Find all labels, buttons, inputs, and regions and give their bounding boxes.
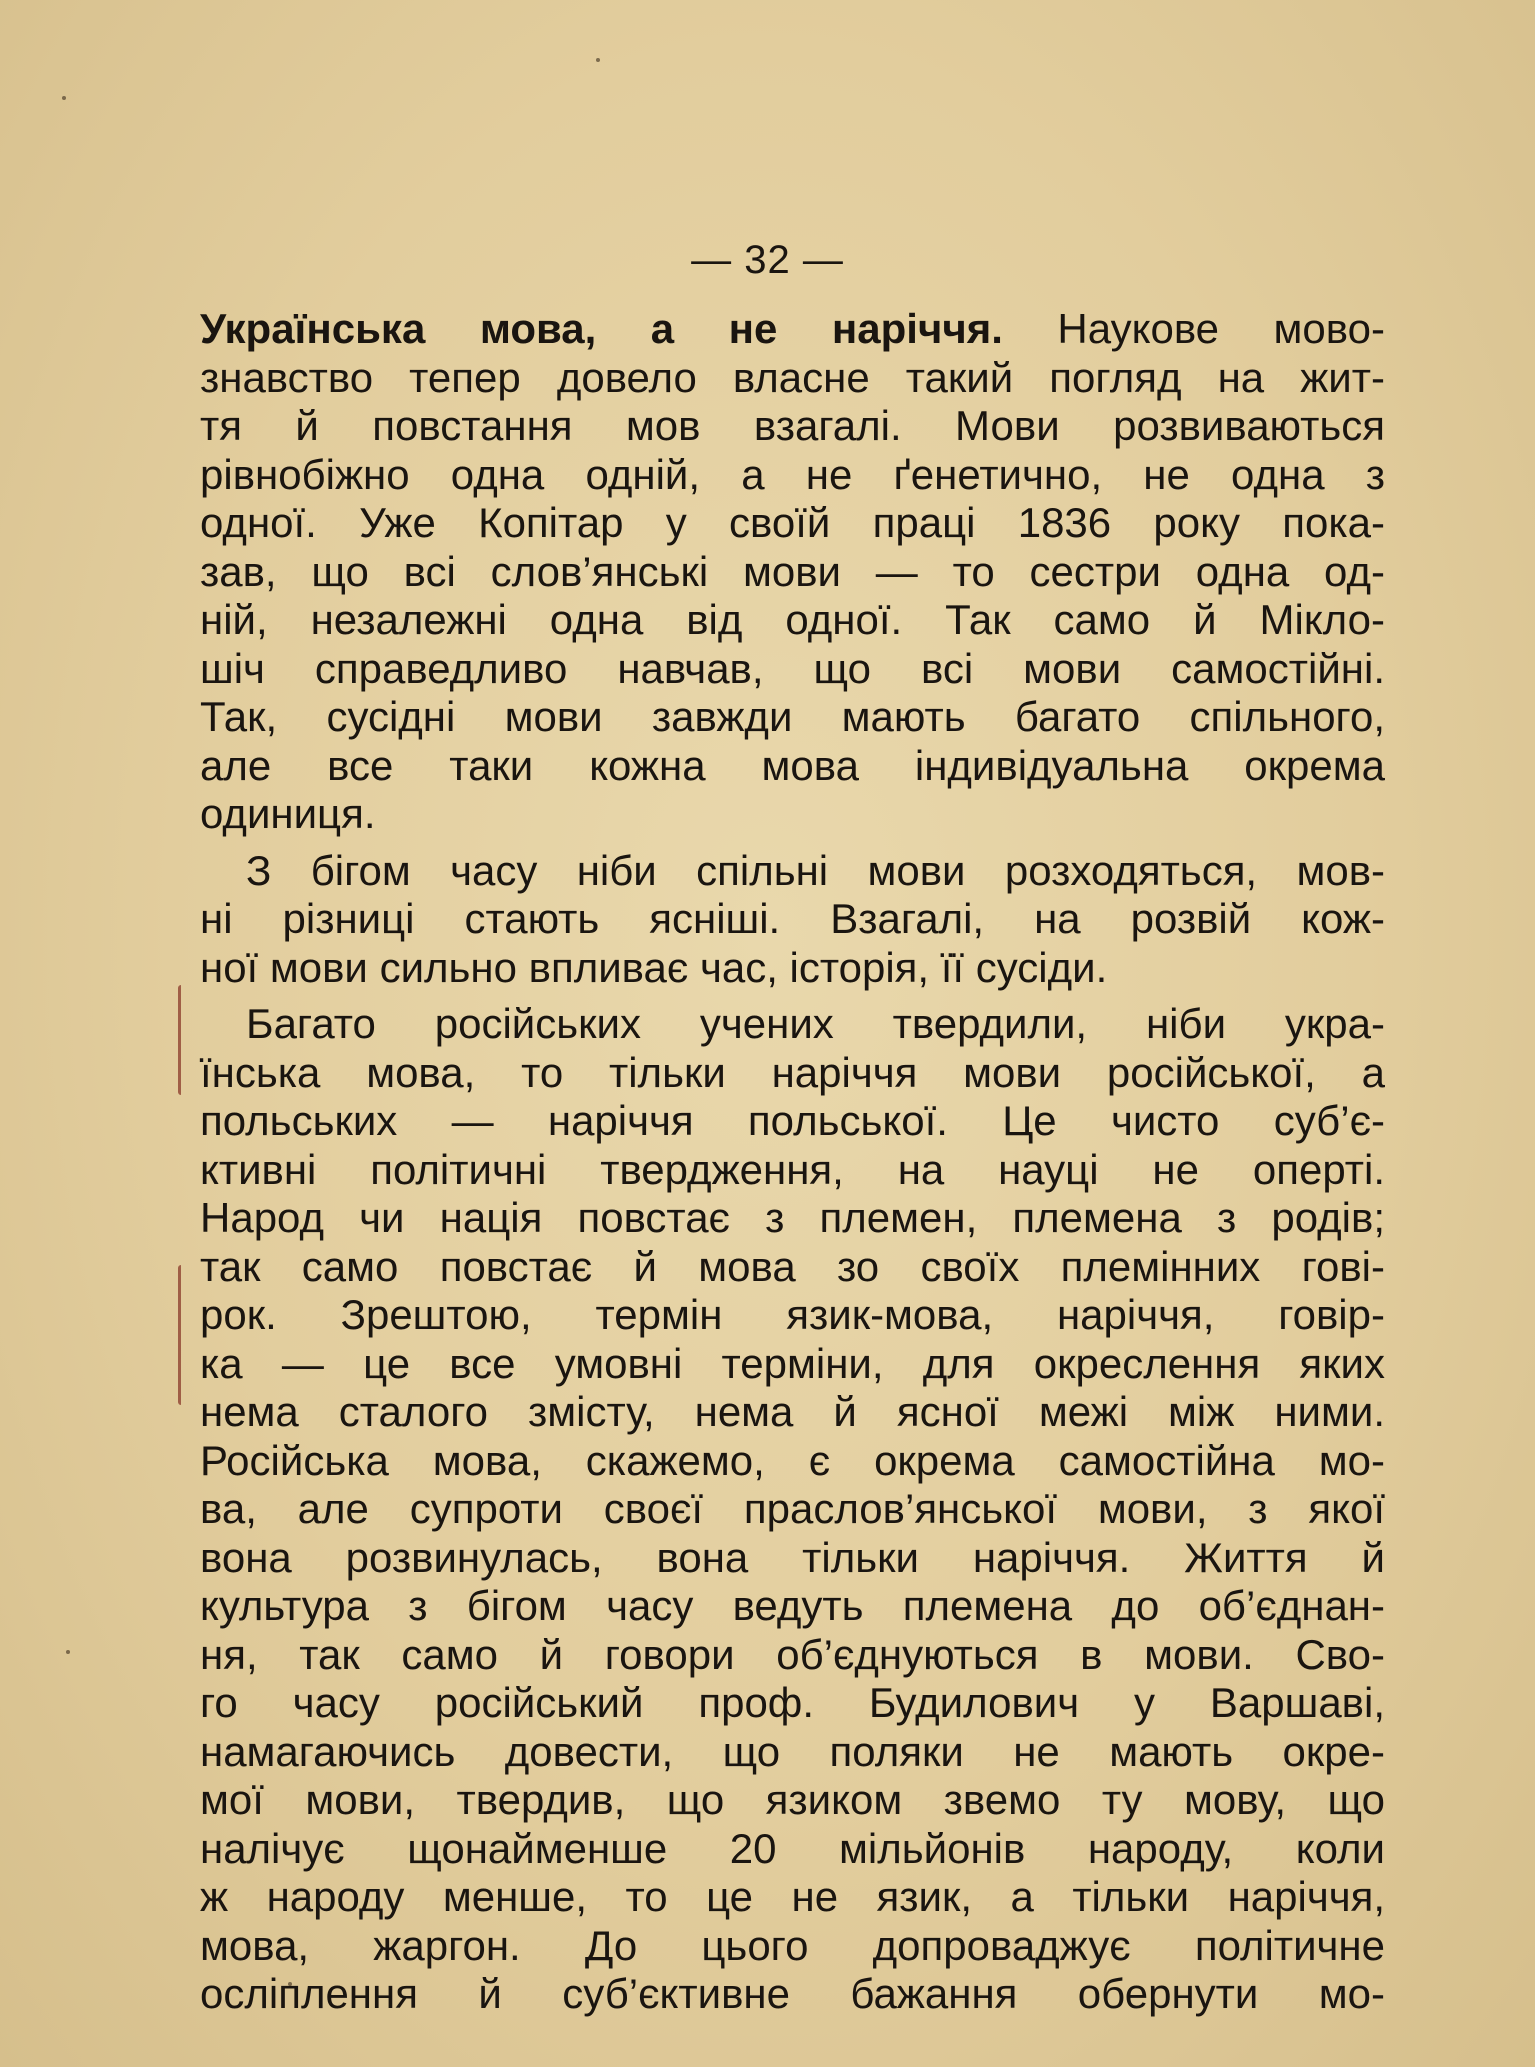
paper-speck xyxy=(66,1650,70,1654)
text-line: їнська мова, то тільки наріччя мови російської, а xyxy=(200,1048,1385,1096)
text-line: З бігом часу ніби спільні мови розходяться, мов- xyxy=(246,846,1385,894)
text-line: мої мови, твердив, що язиком звемо ту мову, що xyxy=(200,1776,1385,1823)
text-line: рок. Зрештою, термін язик-мова, наріччя, говір- xyxy=(200,1291,1385,1338)
text-line: Народ чи нація повстає з племен, племена з родів; xyxy=(200,1194,1385,1241)
text-line: так само повстає й мова зо своїх племінних гові- xyxy=(200,1242,1385,1290)
body-text xyxy=(200,305,1385,2019)
text-line: ня, так само й говори об’єднуються в мови. Сво- xyxy=(200,1630,1385,1678)
paper-speck xyxy=(596,58,600,62)
text-line: го часу російський проф. Будилович у Варшаві, xyxy=(200,1679,1385,1726)
text-line: Українська мова, а не наріччя. Наукове мово- xyxy=(200,305,1385,352)
text-line: ні різниці стають ясніші. Взагалі, на розвій кож- xyxy=(200,895,1385,942)
text-line: ка — це все умовні терміни, для окреслення яких xyxy=(200,1339,1385,1387)
text-line: ній, незалежні одна від одної. Так само й Мікло- xyxy=(200,596,1385,643)
text-line: одиниця. xyxy=(200,790,376,837)
text-line: знавство тепер довело власне такий погляд на жит- xyxy=(200,353,1385,401)
text-line: але все таки кожна мова індивідуальна окрема xyxy=(200,741,1385,789)
text-line: намагаючись довести, що поляки не мають окре- xyxy=(200,1727,1385,1775)
text-line: мова, жаргон. До цього допроваджує політичне xyxy=(200,1921,1385,1969)
text-line: Багато російських учених твердили, ніби укра- xyxy=(246,1000,1385,1047)
text-line: культура з бігом часу ведуть племена до об’єднан- xyxy=(200,1582,1385,1629)
margin-pencil-mark xyxy=(178,985,185,1095)
text-line: нема сталого змісту, нема й ясної межі між ними. xyxy=(200,1388,1385,1435)
text-line: ж народу менше, то це не язик, а тільки наріччя, xyxy=(200,1873,1385,1920)
text-line: вона розвинулась, вона тільки наріччя. Життя й xyxy=(200,1533,1385,1581)
text-line: ва, але супроти своєї праслов’янської мови, з якої xyxy=(200,1485,1385,1532)
text-line: Російська мова, скажемо, є окрема самостійна мо- xyxy=(200,1436,1385,1484)
text-line: одної. Уже Копітар у своїй праці 1836 року пока- xyxy=(200,499,1385,546)
text-line: рівнобіжно одна одній, а не ґенетично, не одна з xyxy=(200,450,1385,498)
text-line: польських — наріччя польської. Це чисто суб’є- xyxy=(200,1097,1385,1144)
paper-speck xyxy=(62,96,66,100)
text-line: ної мови сильно впливає час, історія, її сусіди. xyxy=(200,943,1108,991)
text-line: осліплення й суб’єктивне бажання обернути мо- xyxy=(200,1970,1385,2017)
text-line: налічує щонайменше 20 мільйонів народу, коли xyxy=(200,1824,1385,1872)
text-line: шіч справедливо навчав, що всі мови самостійні. xyxy=(200,644,1385,692)
text-line: ктивні політичні твердження, на науці не оперті. xyxy=(200,1145,1385,1193)
margin-pencil-mark xyxy=(178,1265,185,1405)
text-line: Так, сусідні мови завжди мають багато спільного, xyxy=(200,693,1385,740)
text-line: тя й повстання мов взагалі. Мови розвиваються xyxy=(200,402,1385,449)
section-heading: Українська мова, а не наріччя. xyxy=(200,305,1003,352)
page-number: — 32 — xyxy=(691,238,844,282)
text-line: зав, що всі слов’янські мови — то сестри одна од- xyxy=(200,547,1385,595)
